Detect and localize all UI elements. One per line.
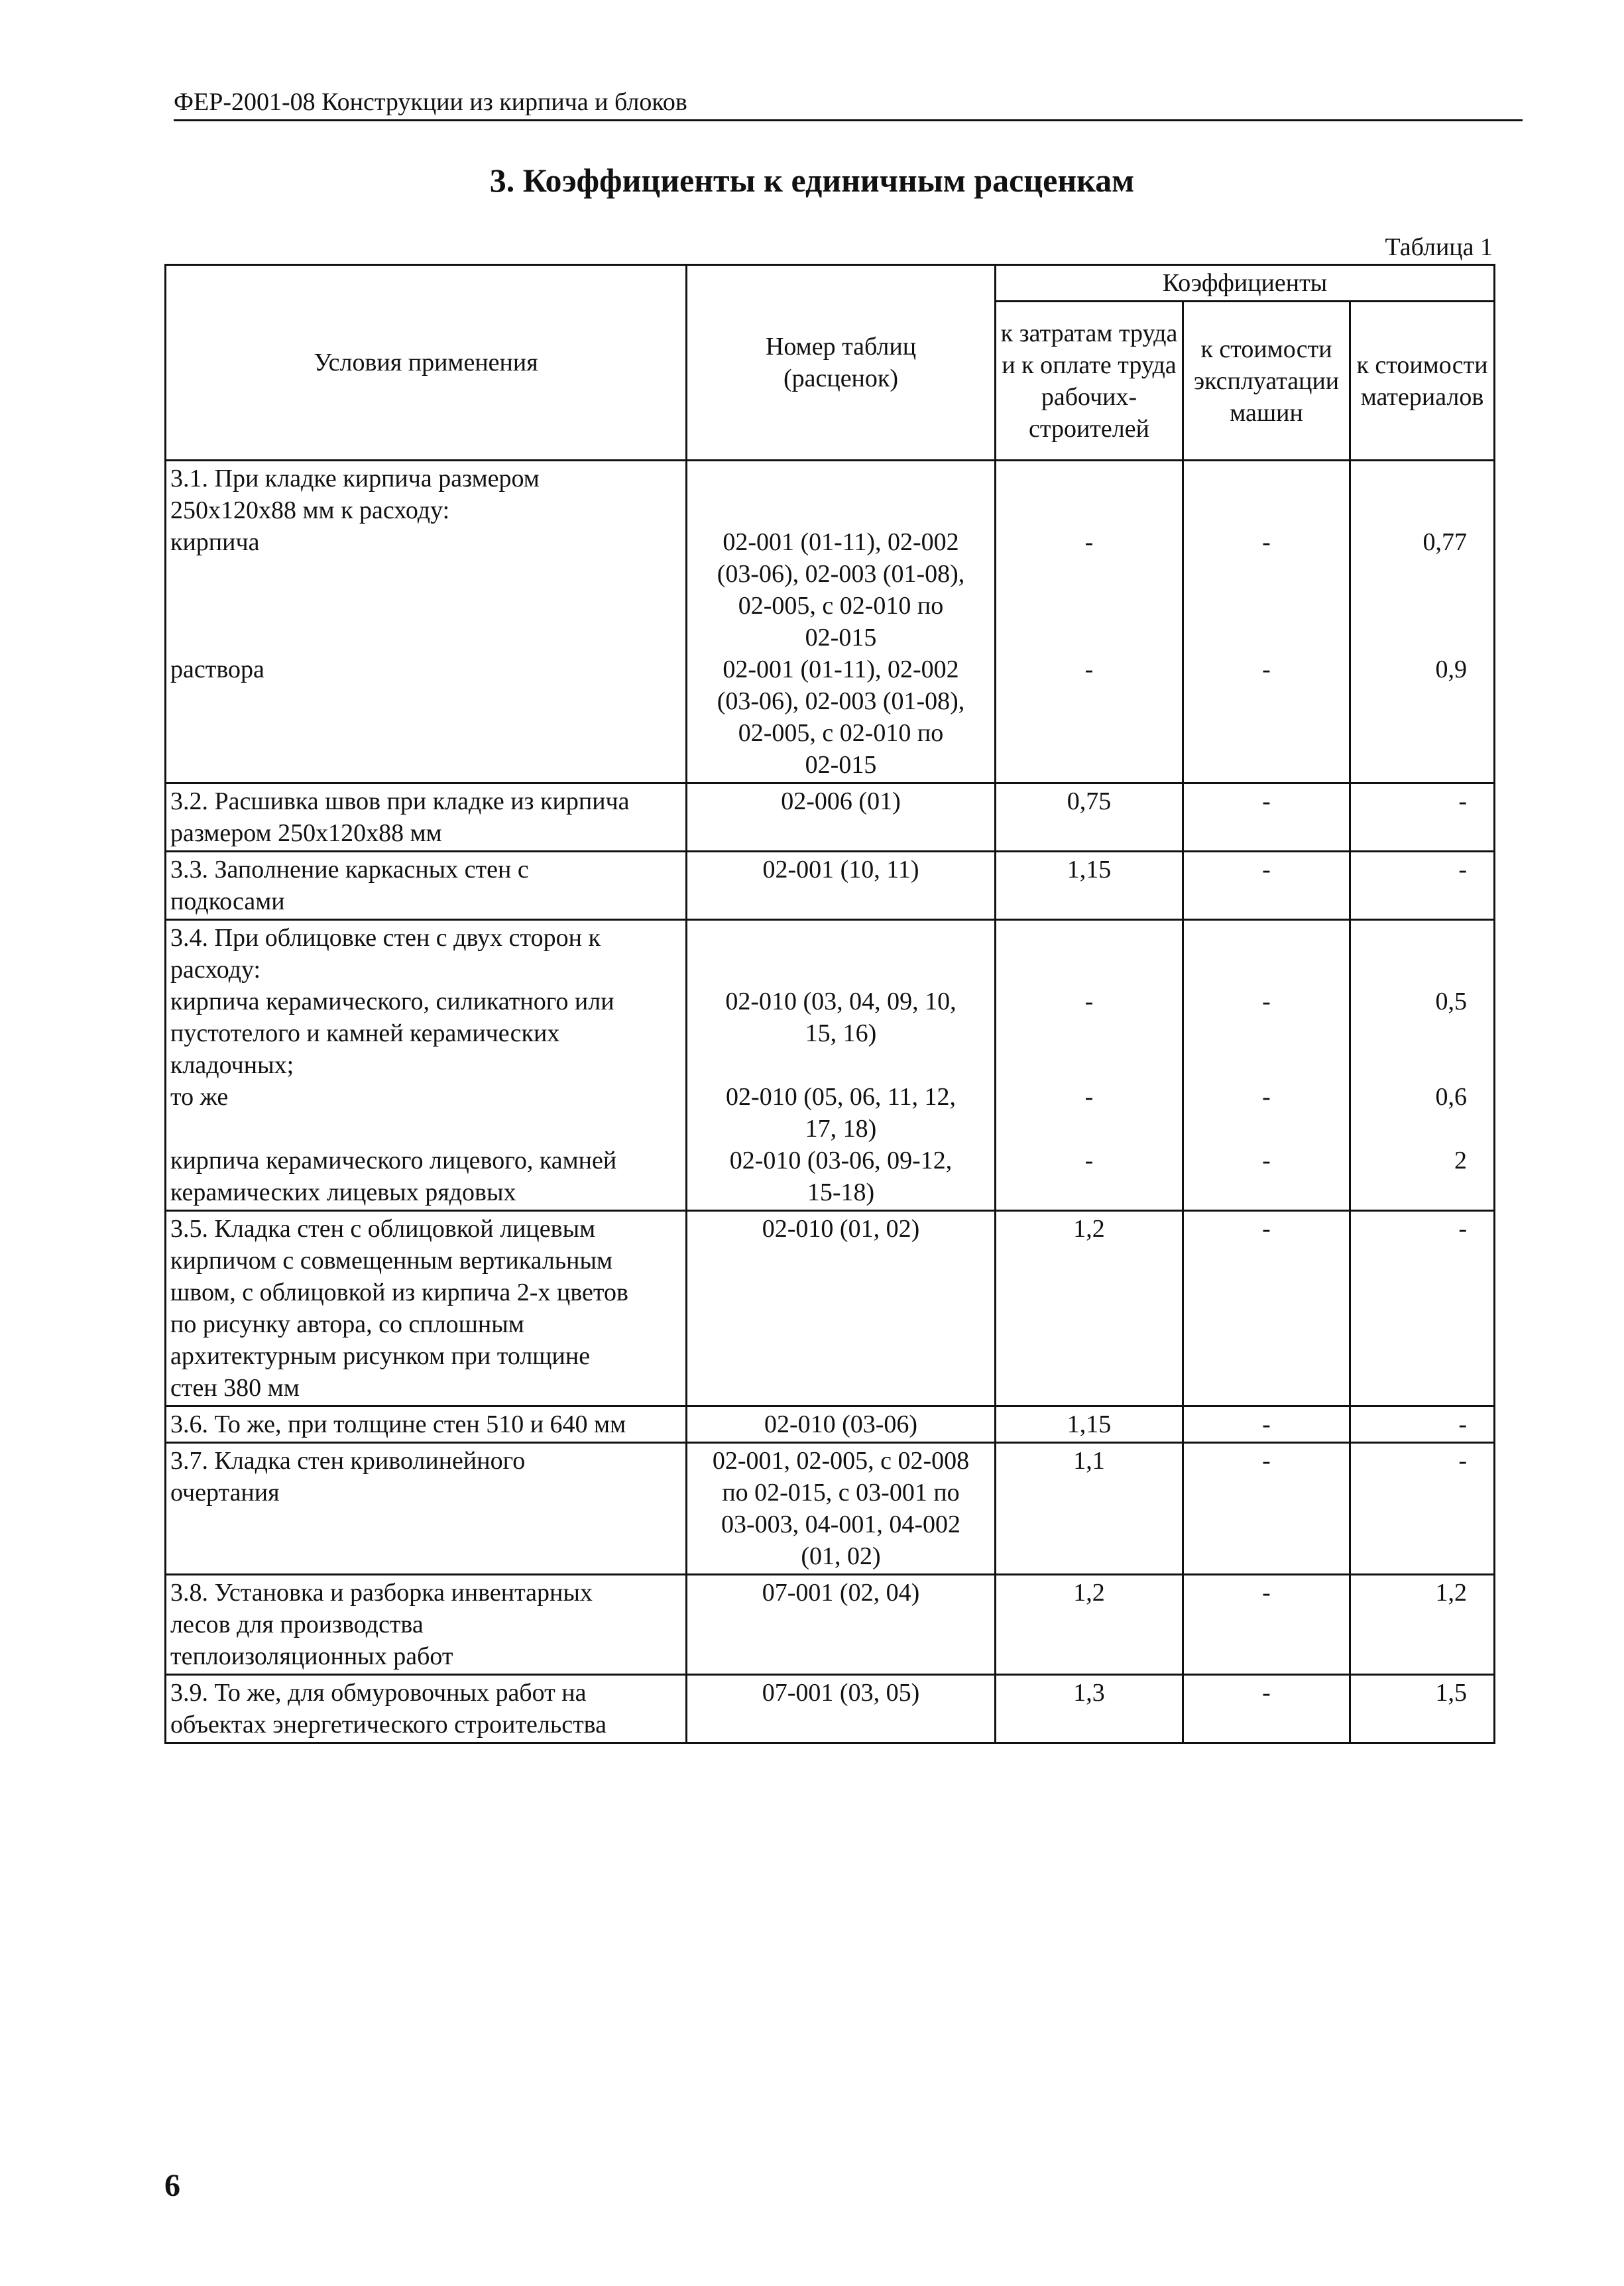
cell-materials [1350,783,1495,852]
cell-line: 1,2 [1435,1579,1468,1607]
cell-line [1355,749,1467,781]
cell-line [1355,1113,1467,1145]
cell-line: - [1262,1083,1271,1111]
cell-line [691,1340,990,1372]
cell-line: кирпича керамического лицевого, камней [170,1147,617,1174]
cell-table-numbers [687,852,996,920]
cell-line [1355,1509,1467,1540]
cell-line: 17, 18) [805,1115,877,1143]
cell-line [1000,685,1178,717]
cell-line: - [1262,787,1271,815]
cell-line: объектах энергетического строительства [170,1711,607,1739]
cell-materials [1350,1443,1495,1575]
cell-line [1188,590,1345,622]
cell-line [1188,1477,1345,1509]
cell-line: теплоизоляционных работ [170,1642,453,1670]
cell-line: 1,1 [1073,1447,1105,1475]
cell-line: (03-06), 02-003 (01-08), [717,560,965,588]
cell-line: 02-001 (10, 11) [762,856,919,884]
cell-line [1355,954,1467,986]
cell-line: 250х120х88 мм к расходу: [170,496,450,524]
cell-machines [1183,461,1350,783]
cell-line [1000,1372,1178,1404]
col-header-materials: к стоимости материалов [1350,302,1495,461]
table-row [166,920,1495,1211]
col-header-labor: к затратам труда и к оплате труда рабочих-строителей [996,302,1183,461]
cell-line [691,1277,990,1308]
cell-line [691,1308,990,1340]
cell-line: 07-001 (02, 04) [762,1579,920,1607]
table-row [166,1211,1495,1406]
cell-line [170,558,681,590]
table-row [166,852,1495,920]
cell-line: - [1458,1410,1468,1438]
col-header-machines: к стоимости эксплуатации машин [1183,302,1350,461]
cell-line [170,1540,681,1572]
cell-line [1355,717,1467,749]
cell-table-numbers [687,1211,996,1406]
cell-line [1188,1049,1345,1081]
cell-line [1188,749,1345,781]
cell-line [1000,749,1178,781]
coefficients-table [164,264,1495,1744]
cell-line [691,494,990,526]
cell-line [1188,494,1345,526]
cell-table-numbers [687,461,996,783]
cell-line [1355,1372,1467,1404]
cell-materials [1350,920,1495,1211]
cell-conditions [166,461,687,783]
cell-line: 0,75 [1067,787,1112,815]
cell-line [1188,817,1345,849]
table-label: Таблица 1 [1385,233,1493,261]
cell-machines [1183,1575,1350,1675]
cell-line: - [1458,856,1468,884]
cell-line [1188,1509,1345,1540]
cell-line: 02-010 (01, 02) [762,1215,920,1243]
cell-line [1188,1709,1345,1741]
col-header-coefficients: Коэффициенты [996,265,1495,302]
cell-line [1000,1340,1178,1372]
cell-line [1188,1113,1345,1145]
cell-line: 3.3. Заполнение каркасных стен с [170,856,529,884]
table-row [166,783,1495,852]
cell-machines [1183,920,1350,1211]
cell-table-numbers [687,1406,996,1443]
cell-line [1000,1113,1178,1145]
cell-line [1188,1176,1345,1208]
cell-line [691,817,990,849]
cell-line: 1,15 [1067,1410,1112,1438]
cell-line: 15-18) [807,1178,875,1206]
cell-line [1355,1245,1467,1277]
cell-labor [996,920,1183,1211]
cell-line [1000,590,1178,622]
cell-line: по 02-015, с 03-001 по [722,1479,960,1507]
cell-materials [1350,461,1495,783]
cell-line: - [1458,1447,1468,1475]
cell-line [1355,1049,1467,1081]
cell-line: 15, 16) [805,1019,877,1047]
cell-line [1188,1372,1345,1404]
cell-line: 1,2 [1073,1579,1105,1607]
cell-line: 3.4. При облицовке стен с двух сторон к [170,924,601,952]
cell-line [1355,494,1467,526]
cell-line: 02-001 (01-11), 02-002 [723,528,959,556]
cell-line [1355,1176,1467,1208]
cell-line: кирпича [170,528,260,556]
cell-line: 3.8. Установка и разборка инвентарных [170,1579,593,1607]
cell-line [691,1049,990,1081]
cell-line [1355,1477,1467,1509]
cell-line [1188,685,1345,717]
cell-line: швом, с облицовкой из кирпича 2-х цветов [170,1279,628,1306]
cell-line [1000,1609,1178,1640]
cell-line [691,954,990,986]
cell-line [1000,1245,1178,1277]
cell-line [691,922,990,954]
cell-line: 02-015 [805,624,877,652]
cell-line: - [1084,656,1094,683]
coefficients-body [166,461,1495,1743]
cell-line [170,717,681,749]
cell-materials [1350,1575,1495,1675]
cell-line: - [1262,1579,1271,1607]
cell-line [170,622,681,654]
cell-materials [1350,1406,1495,1443]
cell-line: 07-001 (03, 05) [762,1679,920,1707]
cell-line: 02-001 (01-11), 02-002 [723,656,959,683]
col-header-table-numbers: Номер таблиц (расценок) [687,265,996,461]
cell-labor [996,461,1183,783]
cell-line: 02-010 (03, 04, 09, 10, [725,988,957,1015]
cell-line: 3.6. То же, при толщине стен 510 и 640 мм [170,1410,626,1438]
cell-line: 0,77 [1422,528,1468,556]
cell-line [691,1609,990,1640]
cell-line: - [1262,856,1271,884]
cell-line [1188,1609,1345,1640]
cell-line: 2 [1454,1147,1468,1174]
cell-line: 1,15 [1067,856,1112,884]
cell-conditions [166,852,687,920]
cell-line [1188,1640,1345,1672]
cell-line: - [1084,1147,1094,1174]
cell-line: - [1084,1083,1094,1111]
cell-line [1355,817,1467,849]
cell-machines [1183,1443,1350,1575]
cell-line: 0,9 [1435,656,1468,683]
cell-line: очертания [170,1479,280,1507]
cell-line [1355,622,1467,654]
cell-line: 3.9. То же, для обмуровочных работ на [170,1679,587,1707]
cell-line [1355,1709,1467,1741]
cell-line [1188,558,1345,590]
cell-line [1000,1640,1178,1672]
cell-line [1188,1340,1345,1372]
table-row [166,1675,1495,1743]
cell-line: кирпичом с совмещенным вертикальным [170,1247,613,1275]
cell-line: 3.5. Кладка стен с облицовкой лицевым [170,1215,596,1243]
cell-conditions [166,920,687,1211]
cell-line: 1,2 [1073,1215,1105,1243]
cell-line: пустотелого и камней керамических [170,1019,560,1047]
cell-line [1355,1609,1467,1640]
cell-line: 02-001, 02-005, с 02-008 [712,1447,970,1475]
cell-line: (01, 02) [801,1542,881,1570]
cell-line: архитектурным рисунком при толщине [170,1342,591,1370]
cell-line [691,1709,990,1741]
cell-line [1355,1540,1467,1572]
cell-line [691,463,990,494]
cell-line [691,1372,990,1404]
cell-line [1000,1540,1178,1572]
cell-line [1000,1509,1178,1540]
cell-line [1355,1340,1467,1372]
cell-line: керамических лицевых рядовых [170,1178,516,1206]
cell-line [1000,1277,1178,1308]
cell-labor [996,1211,1183,1406]
cell-line [170,685,681,717]
cell-line: 02-015 [805,751,877,779]
section-title: 3. Коэффициенты к единичным расценкам [489,162,1135,199]
cell-line [1355,463,1467,494]
cell-line: - [1084,528,1094,556]
cell-line: 02-006 (01) [781,787,901,815]
cell-line [1000,558,1178,590]
cell-line: по рисунку автора, со сплошным [170,1310,524,1338]
cell-line: кладочных; [170,1051,294,1079]
cell-line [170,1113,681,1145]
running-header: ФЕР-2001-08 Конструкции из кирпича и блоков [174,85,1523,121]
cell-line [1188,1308,1345,1340]
cell-line [1000,1709,1178,1741]
cell-line: 3.7. Кладка стен криволинейного [170,1447,526,1475]
cell-line: 02-010 (05, 06, 11, 12, [726,1083,956,1111]
cell-labor [996,1443,1183,1575]
cell-line: раствора [170,656,264,683]
cell-conditions [166,783,687,852]
cell-line [1188,463,1345,494]
cell-line [1355,922,1467,954]
cell-labor [996,1406,1183,1443]
cell-line [1000,1308,1178,1340]
cell-line: - [1262,1410,1271,1438]
cell-line: - [1262,1215,1271,1243]
cell-line [1000,886,1178,917]
cell-line [1188,622,1345,654]
cell-line [1188,717,1345,749]
cell-line: подкосами [170,887,285,915]
cell-line [1355,1277,1467,1308]
cell-line: то же [170,1083,229,1111]
cell-line [691,886,990,917]
cell-table-numbers [687,920,996,1211]
cell-line [1188,1245,1345,1277]
cell-line [691,1640,990,1672]
cell-line [1000,1049,1178,1081]
cell-conditions [166,1211,687,1406]
cell-conditions [166,1443,687,1575]
cell-labor [996,783,1183,852]
cell-machines [1183,852,1350,920]
cell-line [1000,922,1178,954]
cell-conditions [166,1675,687,1743]
cell-line [1000,1017,1178,1049]
cell-line: - [1262,528,1271,556]
cell-line [1000,622,1178,654]
cell-line: - [1262,1447,1271,1475]
cell-table-numbers [687,1675,996,1743]
cell-line: - [1458,1215,1468,1243]
cell-line [1000,1176,1178,1208]
cell-line: - [1458,787,1468,815]
cell-machines [1183,1406,1350,1443]
col-header-conditions: Условия применения [166,265,687,461]
cell-line: - [1262,988,1271,1015]
cell-line [691,1245,990,1277]
cell-labor [996,1575,1183,1675]
cell-line [1355,1017,1467,1049]
cell-line: стен 380 мм [170,1374,300,1402]
cell-table-numbers [687,783,996,852]
cell-line [1000,463,1178,494]
cell-table-numbers [687,1443,996,1575]
cell-line: 02-010 (03-06, 09-12, [729,1147,953,1174]
cell-materials [1350,852,1495,920]
cell-line [1000,817,1178,849]
cell-machines [1183,783,1350,852]
cell-line [1000,717,1178,749]
cell-line: 1,3 [1073,1679,1105,1707]
cell-line [170,590,681,622]
cell-line: 02-005, с 02-010 по [738,592,944,620]
cell-materials [1350,1675,1495,1743]
table-row [166,1575,1495,1675]
cell-line: 02-010 (03-06) [764,1410,918,1438]
cell-line: 1,5 [1435,1679,1468,1707]
cell-table-numbers [687,1575,996,1675]
cell-line: 3.2. Расшивка швов при кладке из кирпича [170,787,630,815]
cell-line [1000,1477,1178,1509]
cell-line [1188,922,1345,954]
cell-line [1188,1277,1345,1308]
cell-line: - [1262,656,1271,683]
cell-line: (03-06), 02-003 (01-08), [717,687,965,715]
cell-conditions [166,1575,687,1675]
cell-line: расходу: [170,956,261,984]
cell-line: размером 250х120х88 мм [170,819,442,847]
cell-labor [996,852,1183,920]
cell-line [1355,685,1467,717]
cell-line [1355,558,1467,590]
cell-line: 02-005, с 02-010 по [738,719,944,747]
cell-line [1000,494,1178,526]
cell-line [1188,886,1345,917]
cell-line [1188,954,1345,986]
cell-line [1000,954,1178,986]
table-row [166,461,1495,783]
cell-line: 03-003, 04-001, 04-002 [721,1511,960,1538]
cell-line: - [1262,1147,1271,1174]
cell-line: лесов для производства [170,1611,424,1638]
cell-materials [1350,1211,1495,1406]
cell-line: - [1262,1679,1271,1707]
cell-line [1355,1640,1467,1672]
cell-line: 0,5 [1435,988,1468,1015]
cell-line [1355,590,1467,622]
table-row [166,1443,1495,1575]
cell-line [1188,1540,1345,1572]
cell-line [1355,886,1467,917]
page-number: 6 [164,2168,180,2203]
cell-machines [1183,1675,1350,1743]
cell-conditions [166,1406,687,1443]
cell-line: - [1084,988,1094,1015]
cell-labor [996,1675,1183,1743]
cell-machines [1183,1211,1350,1406]
cell-line: 3.1. При кладке кирпича размером [170,465,540,492]
cell-line: 0,6 [1435,1083,1468,1111]
cell-line [1188,1017,1345,1049]
cell-line [1355,1308,1467,1340]
cell-line [170,1509,681,1540]
cell-line [170,749,681,781]
table-row [166,1406,1495,1443]
cell-line: кирпича керамического, силикатного или [170,988,614,1015]
